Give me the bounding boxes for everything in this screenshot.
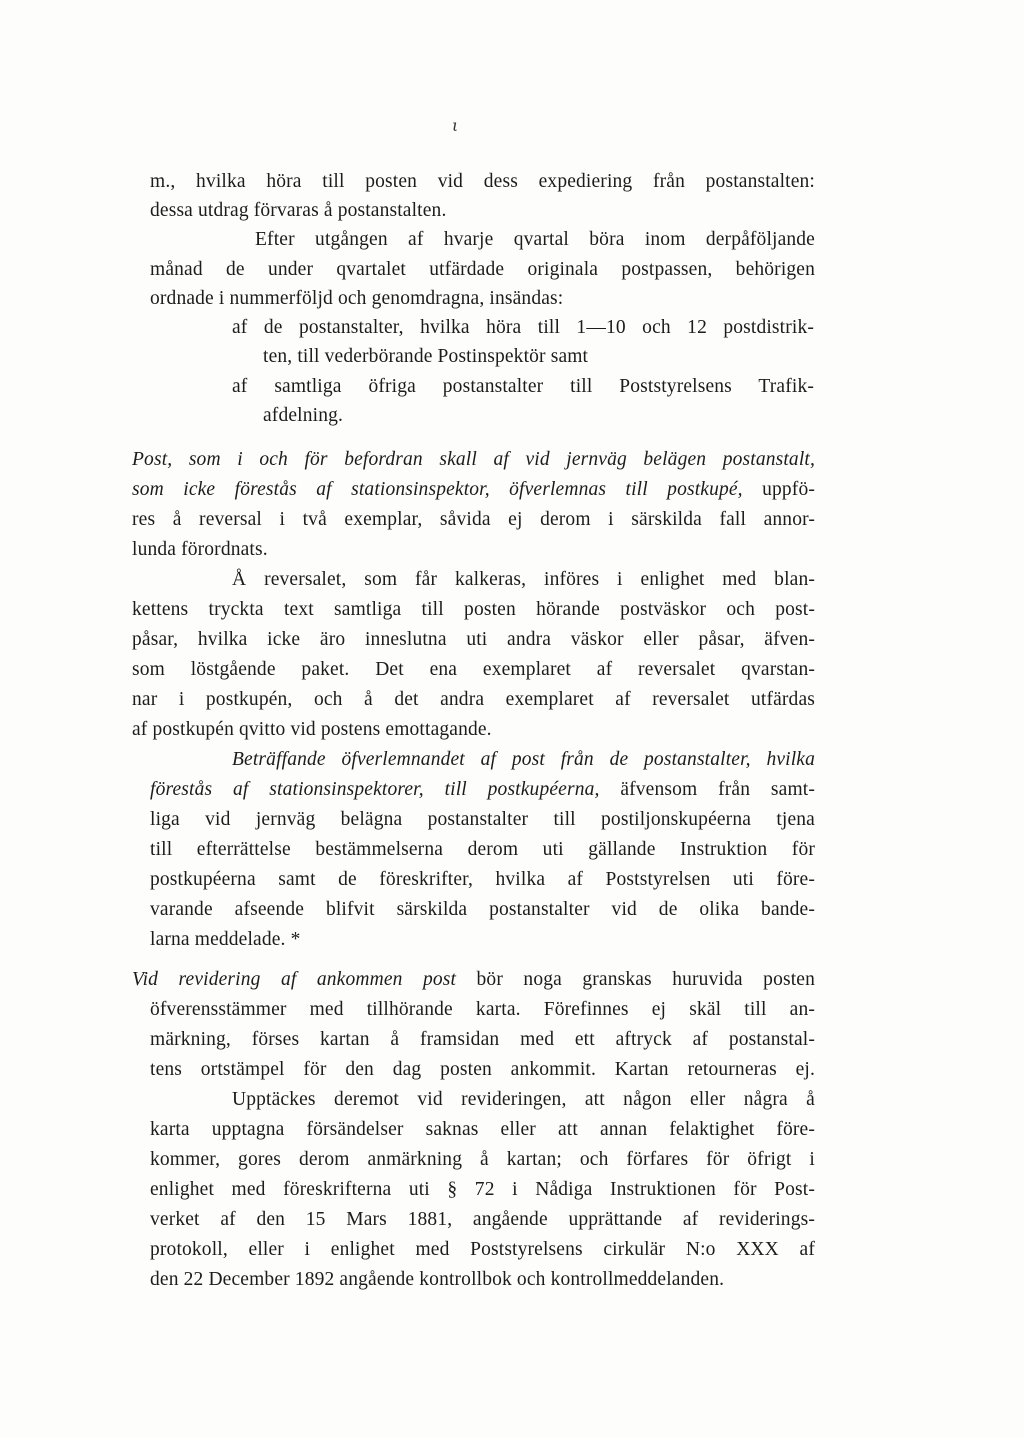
text-span: äfvensom från samt- [599, 779, 815, 800]
text-line: tens ortstämpel för den dag posten ankommit. Kartan retourneras ej. [150, 1059, 815, 1080]
text-line: nar i postkupén, och å det andra exemplaret af reversalet utfärdas [132, 689, 815, 710]
text-line [132, 474, 815, 506]
text-line: den 22 December 1892 angående kontrollbok och kontrollmeddelanden. [150, 1269, 725, 1290]
text-line: märkning, förses kartan å framsidan med ett aftryck af postanstal- [150, 1029, 815, 1050]
text-line: postkupéerna samt de föreskrifter, hvilka af Poststyrelsen uti före- [150, 869, 815, 890]
text-line: öfverensstämmer med tillhörande karta. Förefinnes ej skäl till an- [150, 999, 815, 1020]
italic-text: som icke förestås af stationsinspektor, öfverlemnas till postkupé, [132, 479, 743, 500]
text-span: uppfö- [742, 479, 815, 500]
text-line: kommer, gores derom anmärkning å kartan; och förfares för öfrigt i [150, 1149, 815, 1170]
italic-text: förestås af stationsinspektorer, till postkupéerna, [150, 779, 600, 800]
text-line: Efter utgången af hvarje qvartal böra inom derpåföljande [255, 229, 815, 250]
text-line: kettens tryckta text samtliga till posten hörande postväskor och post- [132, 599, 815, 620]
text-line: protokoll, eller i enlighet med Poststyrelsens cirkulär N:o XXX af [150, 1239, 815, 1260]
text-line: lunda förordnats. [132, 539, 268, 560]
text-line: Å reversalet, som får kalkeras, införes i enlighet med blan- [232, 569, 815, 590]
text-line: till efterrättelse bestämmelserna derom uti gällande Instruktion för [150, 839, 815, 860]
page-mark: ι [452, 116, 459, 135]
text-line: af samtliga öfriga postanstalter till Poststyrelsens Trafik- [232, 376, 814, 397]
text-line: som löstgående paket. Det ena exemplaret af reversalet qvarstan- [132, 659, 815, 680]
text-line: varande afseende blifvit särskilda postanstalter vid de olika bande- [150, 899, 815, 920]
text-line: Upptäckes deremot vid revideringen, att någon eller några å [232, 1089, 815, 1110]
text-line [150, 774, 815, 806]
text-line [132, 444, 815, 476]
text-line: afdelning. [263, 405, 344, 426]
text-span: bör noga granskas huruvida posten [456, 969, 815, 990]
text-line: af de postanstalter, hvilka höra till 1—10 och 12 postdistrik- [232, 317, 814, 338]
text-line [132, 964, 815, 996]
text-line: påsar, hvilka icke äro inneslutna uti andra väskor eller påsar, äfven- [132, 629, 815, 650]
text-line: ten, till vederbörande Postinspektör samt [263, 346, 589, 367]
italic-text: Post, som i och för befordran skall af vid jernväg belägen postanstalt, [132, 449, 815, 470]
text-line: dessa utdrag förvaras å postanstalten. [150, 200, 447, 221]
text-line: liga vid jernväg belägna postanstalter till postiljonskupéerna tjena [150, 809, 815, 830]
text-line: af postkupén qvitto vid postens emottagande. [132, 719, 492, 740]
italic-text: Vid revidering af ankommen post [132, 969, 457, 990]
text-line: månad de under qvartalet utfärdade originala postpassen, behörigen [150, 259, 815, 280]
text-line: enlighet med föreskrifterna uti § 72 i Nådiga Instruktionen för Post- [150, 1179, 815, 1200]
text-line: ordnade i nummerföljd och genomdragna, insändas: [150, 288, 564, 309]
text-line: res å reversal i två exemplar, såvida ej derom i särskilda fall annor- [132, 509, 815, 530]
text-line: larna meddelade. * [150, 929, 301, 950]
text-line: karta upptagna försändelser saknas eller att annan felaktighet före- [150, 1119, 815, 1140]
text-line: m., hvilka höra till posten vid dess expediering från postanstalten: [150, 171, 815, 192]
italic-text: Beträffande öfverlemnandet af post från de postanstalter, hvilka [232, 749, 815, 770]
text-line [232, 744, 815, 776]
text-line: verket af den 15 Mars 1881, angående upprättande af reviderings- [150, 1209, 815, 1230]
